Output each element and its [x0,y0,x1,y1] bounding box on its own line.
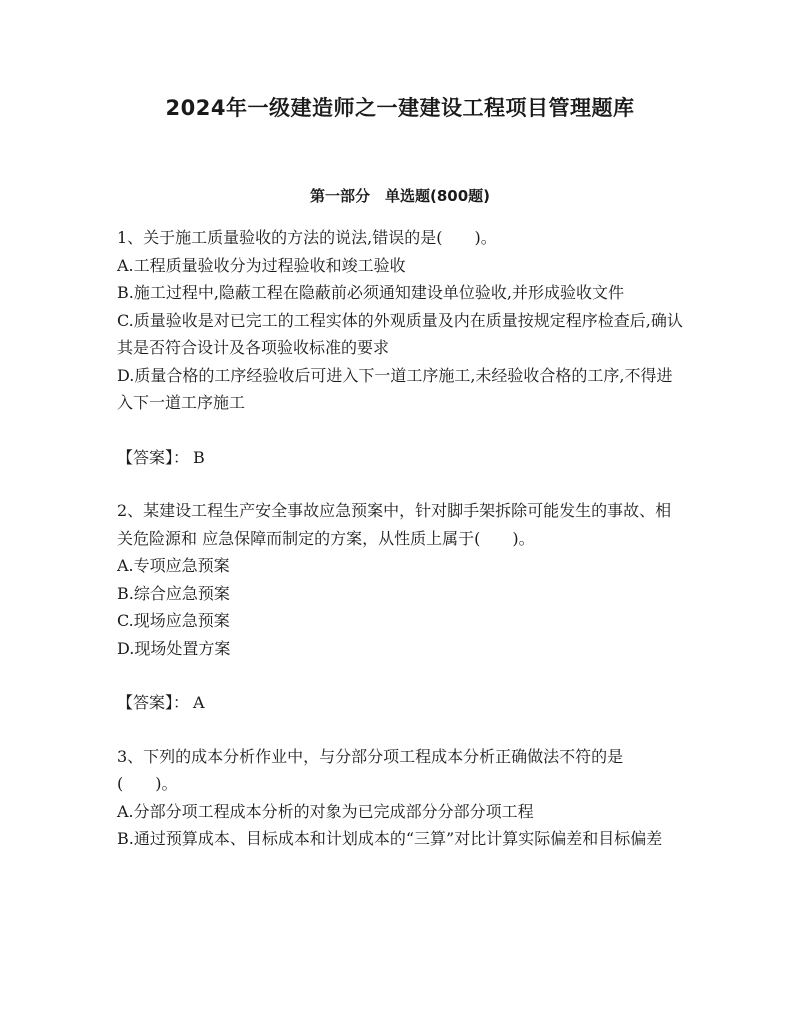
question-stem: 3、下列的成本分析作业中，与分部分项工程成本分析正确做法不符的是( )。 [117,746,624,793]
option-b: B.施工过程中,隐蔽工程在隐蔽前必须通知建设单位验收,并形成验收文件 [117,283,625,302]
question-3 [117,743,683,853]
question-list [117,224,683,853]
question-stem: 2、某建设工程生产安全事故应急预案中，针对脚手架拆除可能发生的事故、相关危险源和 应急保障而制定的方案，从性质上属于( )。 [117,501,672,548]
question-stem: 1、关于施工质量验收的方法的说法,错误的是( )。 [117,228,497,247]
section-heading: 第一部分 单选题(800题) [309,187,491,205]
answer-line [117,444,683,472]
option-d: D.质量合格的工序经验收后可进入下一道工序施工,未经验收合格的工序,不得进入下一道工序施工 [117,365,673,412]
option-c: C.现场应急预案 [117,611,230,630]
option-a: A.专项应急预案 [117,556,230,575]
document-title: 2024年一级建造师之一建建设工程项目管理题库 [165,96,635,120]
option-b: B.综合应急预案 [117,583,230,603]
option-a: A.分部分项工程成本分析的对象为已完成部分分部分项工程 [117,801,534,821]
answer-line [117,689,683,717]
answer-value: A [193,693,205,712]
answer-value: B [193,447,205,467]
question-1 [117,224,683,471]
answer-label: 【答案】： [117,447,190,467]
option-a: A.工程质量验收分为过程验收和竣工验收 [117,255,406,275]
option-c: C.质量验收是对已完工的工程实体的外观质量及内在质量按规定程序检查后,确认其是否符合设计及各项验收标准的要求 [117,310,683,357]
question-2 [117,497,683,717]
option-d: D.现场处置方案 [117,638,231,658]
option-b: B.通过预算成本、目标成本和计划成本的“三算”对比计算实际偏差和目标偏差 [117,829,663,848]
answer-label: 【答案】： [117,693,190,712]
